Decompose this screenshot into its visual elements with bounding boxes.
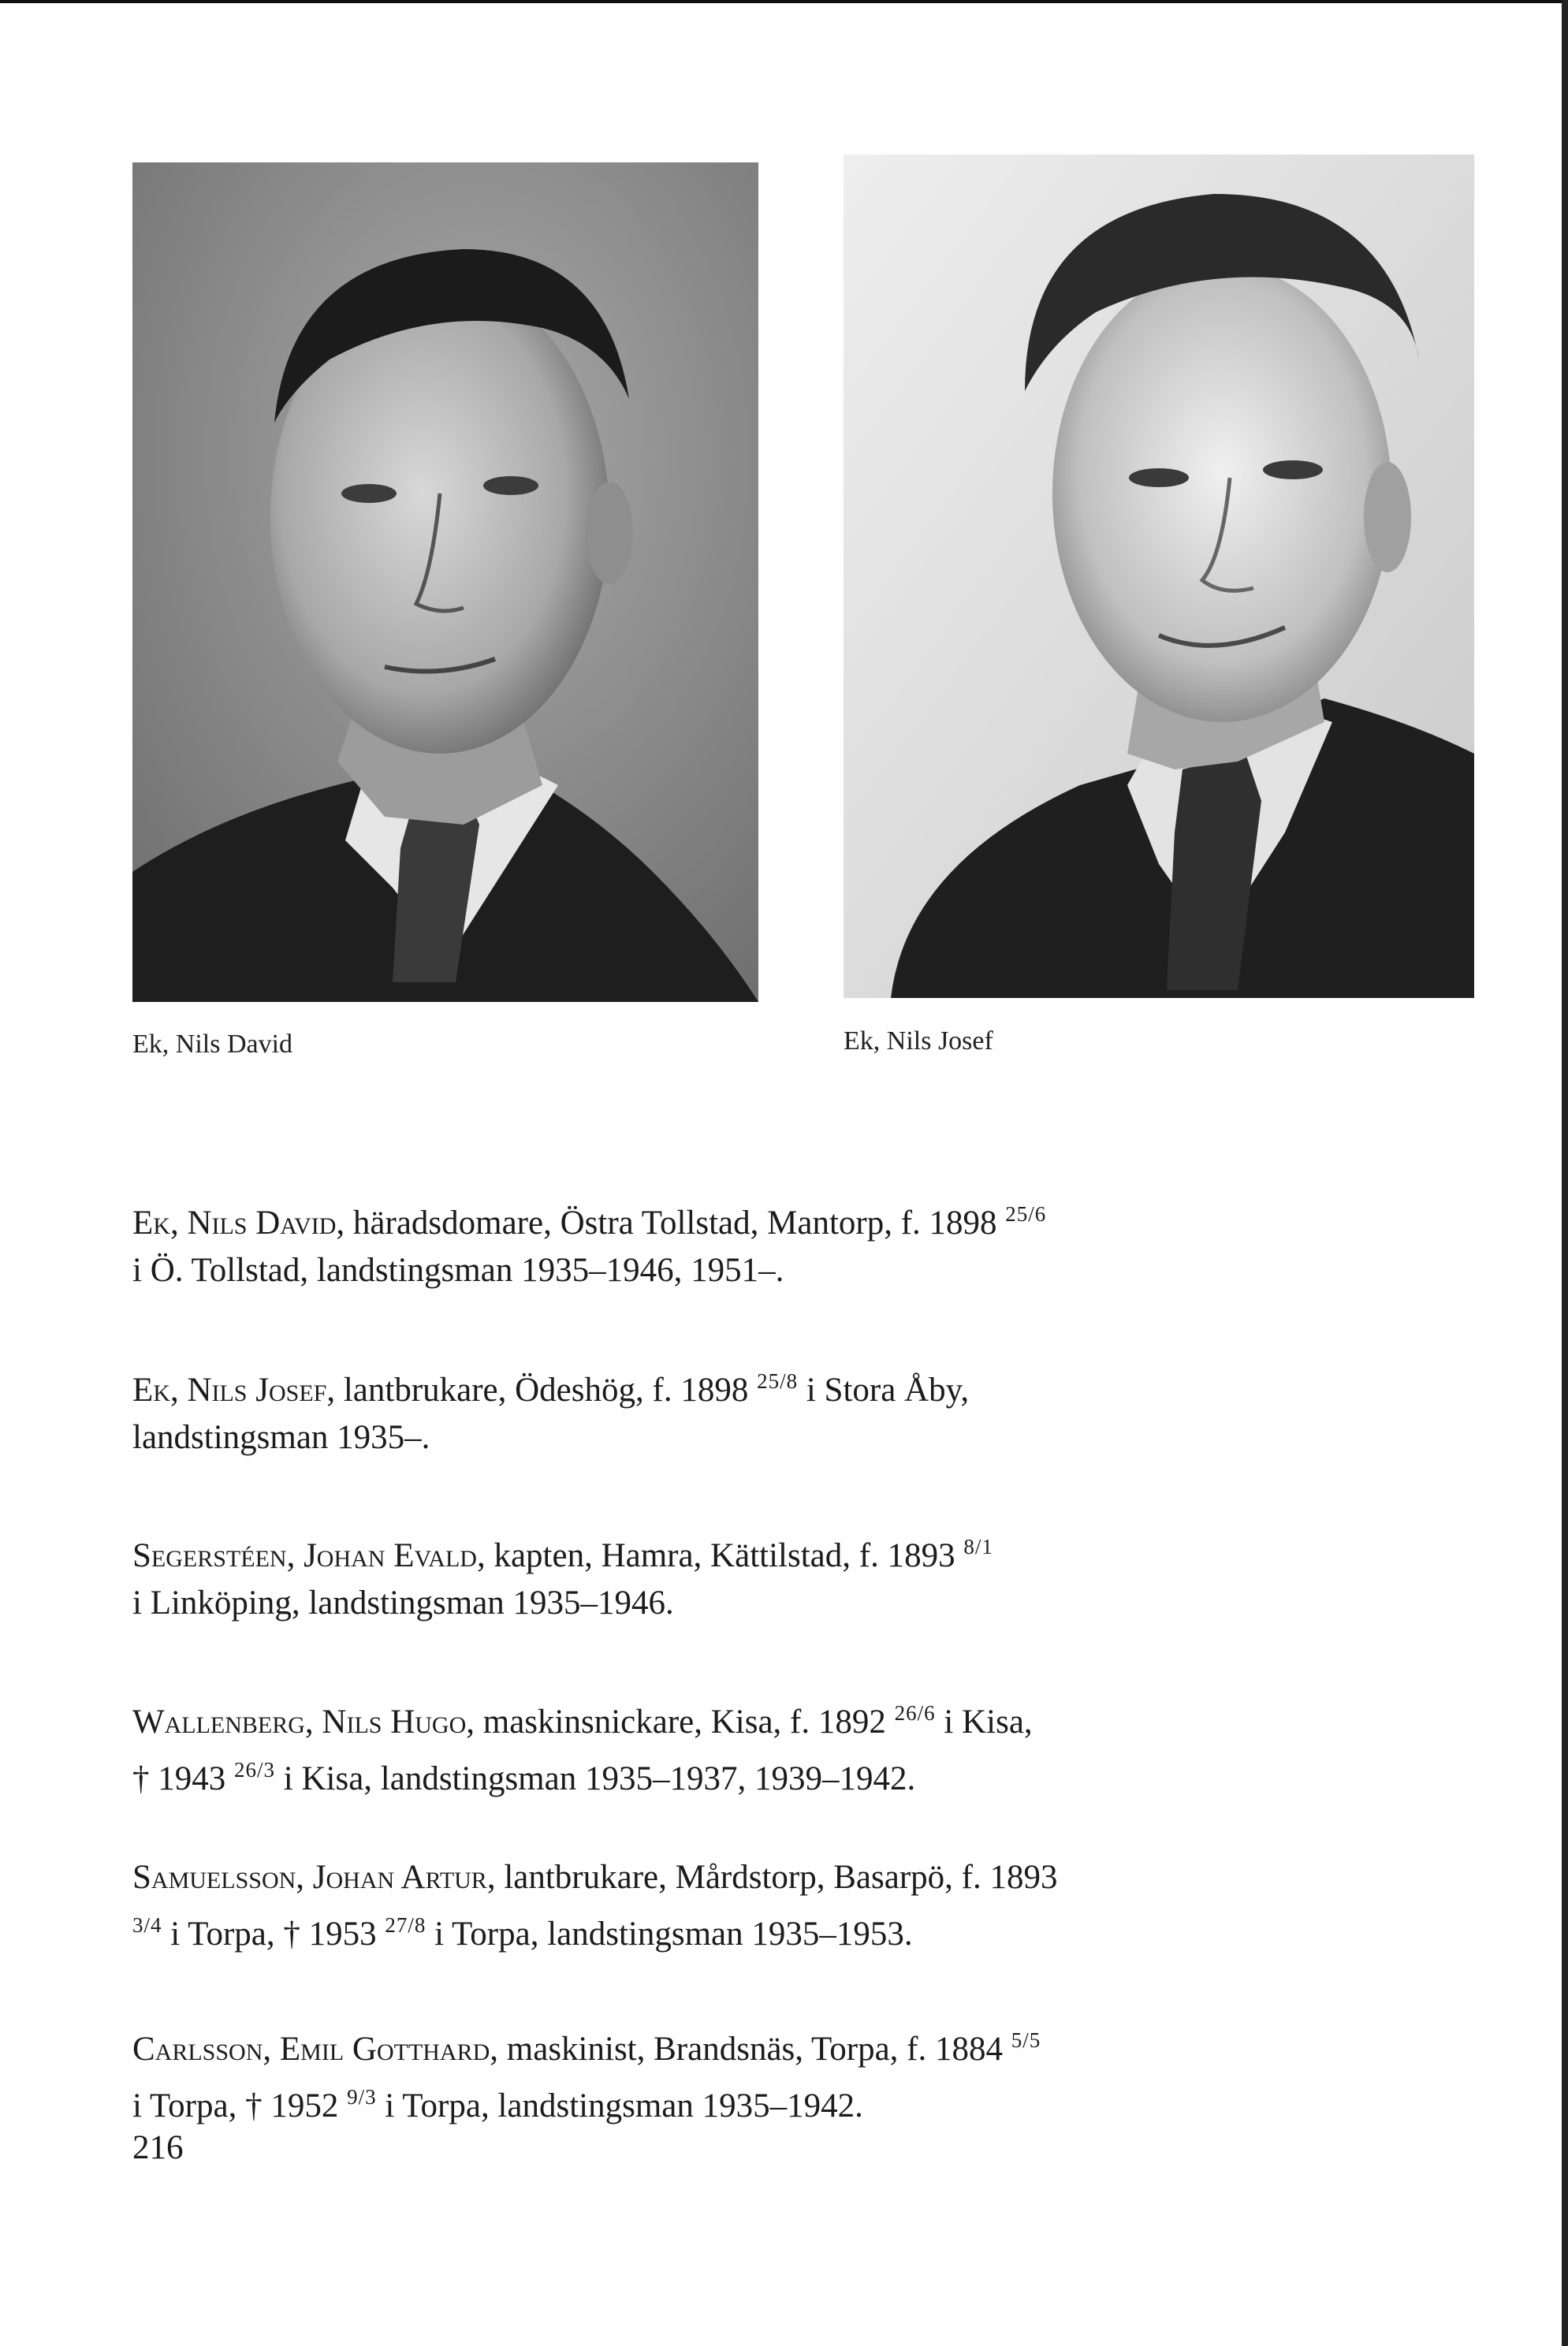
entry-given-names: Nils Josef [187, 1372, 327, 1409]
entry-surname: Ek [132, 1372, 170, 1409]
portrait-left-drawing [132, 162, 758, 1002]
entry-given-names: Johan Artur [312, 1859, 487, 1896]
entry-line [132, 1901, 1157, 1958]
entry-text: i Stora Åby, [798, 1372, 970, 1409]
biography-entry [132, 2016, 1157, 2130]
biography-entry [132, 1523, 1157, 1627]
biography-entry [132, 1190, 1157, 1294]
entry-text: , lantbrukare, Mårdstorp, Basarpö, f. 1893 [486, 1859, 1058, 1896]
entry-line [132, 1580, 1157, 1627]
entry-surname: Carlsson [132, 2031, 263, 2068]
entry-date-fraction: 25/6 [1005, 1202, 1047, 1226]
page-number: 216 [132, 2129, 184, 2166]
entry-given-names: Nils Hugo [322, 1704, 467, 1741]
entry-date-fraction: 9/3 [347, 2085, 377, 2109]
entry-surname: Samuelsson [132, 1859, 296, 1896]
entry-line: Wallenberg, Nils Hugo, maskinsnickare, Kisa, f. 1892 $^{26/6}$ i Kisa, [132, 1701, 1033, 1741]
biography-entry [132, 1689, 1157, 1803]
entry-text: , lantbrukare, Ödeshög, f. 1898 [326, 1372, 758, 1409]
entry-text: i Torpa, landstingsman 1935–1953. [426, 1916, 913, 1953]
entry-given-names: Johan Evald [304, 1537, 477, 1574]
entry-line: Samuelsson, Johan Artur, lantbrukare, Mårdstorp, Basarpö, f. 1893 [132, 1859, 1058, 1896]
entry-text: landstingsman 1935–. [132, 1419, 430, 1456]
entry-line [132, 1746, 1157, 1803]
entry-text: i Kisa, [935, 1704, 1033, 1741]
portrait-right-drawing [844, 155, 1474, 998]
entry-text: i Torpa, † 1953 [162, 1916, 385, 1953]
page-edge-top [0, 0, 1568, 3]
entry-text: , maskinsnickare, Kisa, f. 1892 [466, 1704, 895, 1741]
entry-text: i Linköping, landstingsman 1935–1946. [132, 1584, 674, 1622]
portrait-photo-right [844, 155, 1474, 998]
entry-date-fraction: 5/5 [1011, 2028, 1041, 2052]
entry-line [132, 2073, 1157, 2130]
entry-text: , häradsdomare, Östra Tollstad, Mantorp, f. 1898 [336, 1205, 1006, 1242]
entry-text: i Torpa, † 1952 [132, 2087, 348, 2124]
entry-date-fraction: 26/6 [894, 1701, 936, 1725]
entry-surname: Ek [132, 1205, 170, 1242]
entry-line [132, 1414, 1157, 1462]
entry-text: , kapten, Hamra, Kättilstad, f. 1893 [476, 1537, 964, 1574]
entry-line: Carlsson, Emil Gotthard, maskinist, Brandsnäs, Torpa, f. 1884 $^{5/5}$ [132, 2028, 1041, 2068]
entry-date-fraction: 26/3 [234, 1758, 276, 1782]
entry-surname: Segerstéen [132, 1537, 287, 1574]
entry-line [132, 1247, 1157, 1294]
entry-given-names: Nils David [187, 1205, 337, 1242]
entry-line: Segerstéen, Johan Evald, kapten, Hamra, Kättilstad, f. 1893 $^{8/1}$ [132, 1535, 993, 1574]
entry-text: i Ö. Tollstad, landstingsman 1935–1946, 1951–. [132, 1252, 784, 1289]
entry-date-fraction: 25/8 [757, 1369, 799, 1393]
entry-date-fraction: 3/4 [132, 1913, 162, 1937]
portrait-photo-left [132, 162, 758, 1002]
entry-text: , maskinist, Brandsnäs, Torpa, f. 1884 [490, 2031, 1011, 2068]
biography-entry [132, 1357, 1157, 1462]
photo-caption-right: Ek, Nils Josef [844, 1026, 993, 1056]
entry-text: i Torpa, landstingsman 1935–1942. [376, 2087, 863, 2124]
entry-text: i Kisa, landstingsman 1935–1937, 1939–1942. [275, 1760, 916, 1797]
entry-text: † 1943 [132, 1760, 234, 1797]
page-edge-right [1562, 0, 1568, 2346]
photo-caption-left: Ek, Nils David [132, 1030, 293, 1059]
entry-date-fraction: 27/8 [385, 1913, 426, 1937]
biography-entry [132, 1854, 1157, 1958]
entry-line: Ek, Nils Josef, lantbrukare, Ödeshög, f. 1898 $^{25/8}$ i Stora Åby, [132, 1369, 970, 1409]
entry-line: Ek, Nils David, häradsdomare, Östra Tollstad, Mantorp, f. 1898 $^{25/6}$ [132, 1202, 1047, 1242]
entry-date-fraction: 8/1 [963, 1535, 993, 1558]
entry-surname: Wallenberg [132, 1704, 305, 1741]
entry-given-names: Emil Gotthard [279, 2031, 490, 2068]
